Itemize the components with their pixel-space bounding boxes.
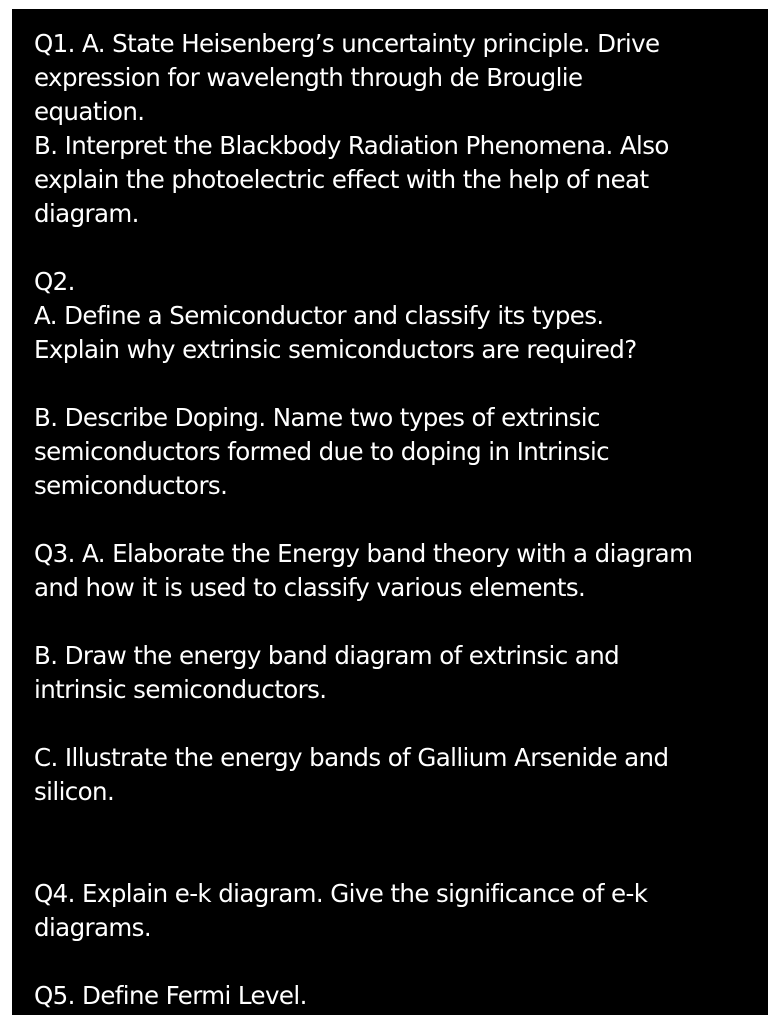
spacer xyxy=(34,503,768,537)
question-1-part-b xyxy=(34,129,768,231)
question-3 xyxy=(34,537,768,809)
spacer xyxy=(34,809,768,877)
question-5 xyxy=(34,979,768,1013)
question-1 xyxy=(34,27,768,231)
text-line: B. Interpret the Blackbody Radiation Phenomena. Also xyxy=(34,131,669,160)
question-2-heading: Q2. xyxy=(34,267,75,296)
question-2 xyxy=(34,265,768,503)
question-2-part-a xyxy=(34,299,768,367)
text-line: diagrams. xyxy=(34,913,152,942)
text-line: A. Define a Semiconductor and classify its types. xyxy=(34,301,604,330)
text-line: B. Describe Doping. Name two types of extrinsic xyxy=(34,403,600,432)
text-line: semiconductors. xyxy=(34,471,228,500)
text-line: Q1. A. State Heisenberg’s uncertainty principle. Drive xyxy=(34,29,660,58)
spacer xyxy=(34,605,768,639)
text-line: intrinsic semiconductors. xyxy=(34,675,327,704)
text-line: and how it is used to classify various elements. xyxy=(34,573,586,602)
text-line: explain the photoelectric effect with the help of neat xyxy=(34,165,649,194)
spacer xyxy=(34,945,768,979)
spacer xyxy=(34,707,768,741)
question-sheet xyxy=(12,9,768,1015)
question-3-part-b xyxy=(34,639,768,707)
text-line: expression for wavelength through de Brouglie xyxy=(34,63,583,92)
spacer xyxy=(34,367,768,401)
text-line: B. Draw the energy band diagram of extrinsic and xyxy=(34,641,620,670)
question-3-part-a xyxy=(34,537,768,605)
text-line: Q3. A. Elaborate the Energy band theory with a diagram xyxy=(34,539,693,568)
text-line: diagram. xyxy=(34,199,139,228)
question-text-block xyxy=(34,27,768,1013)
text-line: Explain why extrinsic semiconductors are required? xyxy=(34,335,637,364)
text-line: Q4. Explain e-k diagram. Give the significance of e-k xyxy=(34,879,648,908)
text-line: equation. xyxy=(34,97,145,126)
question-3-part-c xyxy=(34,741,768,809)
question-4 xyxy=(34,877,768,945)
question-2-part-b xyxy=(34,401,768,503)
text-line: semiconductors formed due to doping in Intrinsic xyxy=(34,437,610,466)
spacer xyxy=(34,231,768,265)
text-line: silicon. xyxy=(34,777,115,806)
text-line: Q5. Define Fermi Level. xyxy=(34,981,307,1010)
question-1-part-a xyxy=(34,27,768,129)
text-line: C. Illustrate the energy bands of Gallium Arsenide and xyxy=(34,743,669,772)
